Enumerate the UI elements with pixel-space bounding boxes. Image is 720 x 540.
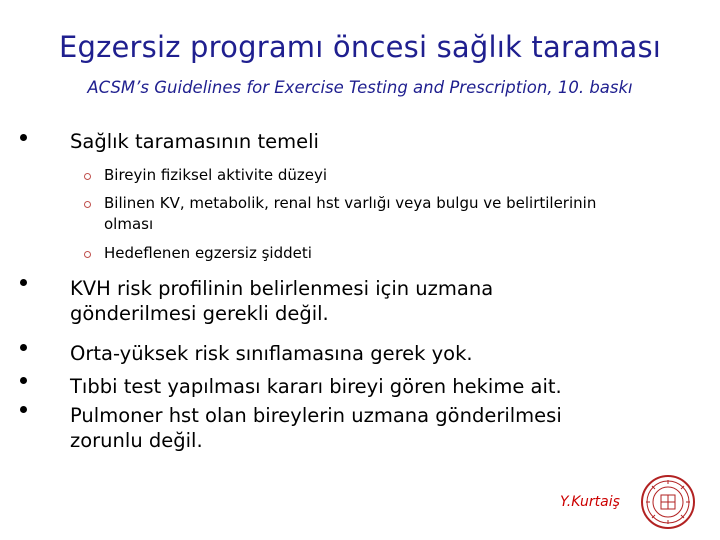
sub-bullet-text: Bireyin fiziksel aktivite düzeyi xyxy=(104,166,328,184)
seal-icon xyxy=(640,474,696,530)
slide-title: Egzersiz programı öncesi sağlık taraması xyxy=(58,30,662,64)
bullet-dot-icon xyxy=(20,134,27,141)
author-signature: Y.Kurtaiş xyxy=(560,494,620,510)
university-seal-logo xyxy=(640,474,696,530)
sub-bullet-text: Hedeflenen egzersiz şiddeti xyxy=(104,244,312,262)
circle-bullet-icon xyxy=(84,251,91,258)
bullet-dot-icon xyxy=(20,377,27,384)
sub-bullet-text: Bilinen KV, metabolik, renal hst varlığı veya bulgu ve belirtilerinin olması xyxy=(104,194,597,233)
slide-subtitle: ACSM’s Guidelines for Exercise Testing and Prescription, 10. baskı xyxy=(87,78,633,97)
bullet-text: Tıbbi test yapılması kararı bireyi gören hekime ait. xyxy=(70,375,562,398)
bullet-dot-icon xyxy=(20,344,27,351)
bullet-text: Pulmoner hst olan bireylerin uzmana gönderilmesi zorunlu değil. xyxy=(70,404,562,452)
bullet-dot-icon xyxy=(20,279,27,286)
bullet-text: Orta-yüksek risk sınıflamasına gerek yok. xyxy=(70,342,473,365)
circle-bullet-icon xyxy=(84,173,91,180)
bullet-text: Sağlık taramasının temeli xyxy=(70,130,319,153)
circle-bullet-icon xyxy=(84,201,91,208)
bullet-dot-icon xyxy=(20,406,27,413)
bullet-text: KVH risk profilinin belirlenmesi için uzmana gönderilmesi gerekli değil. xyxy=(70,277,494,325)
